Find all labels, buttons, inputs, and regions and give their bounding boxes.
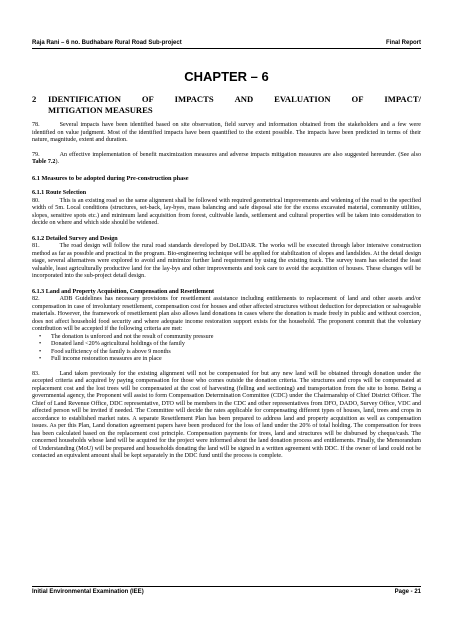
heading-6-1-2: 6.1.2 Detailed Survey and Design — [32, 235, 118, 242]
footer-document-title: Initial Environmental Examination (IEE) — [32, 589, 144, 595]
section-number: 2 — [32, 94, 37, 104]
paragraph-81: 81. The road design will follow the rural road standards developed by DoLIDAR. The works will be executed through labor intensive construction method as far as possible and practical in the program. Bio-engineering technique will be applied for stabilization of slopes and landslides. At the detail design stage, several alternatives were explored to avoid and minimize further land requirement by using the existing track. The survey team has selected the least valuable, least agriculturally productive land for the lay-bys and other improvements and took care to avoid the acquisition of houses. These changes will be incorporated into the sub-project detail design. — [32, 243, 421, 279]
list-item: • The donation is unforced and not the result of community pressure — [39, 334, 421, 342]
section-heading — [32, 94, 421, 115]
paragraph-79: 79. An effective implementation of benefit maximization measures and adverse impacts mitigation measures are also suggested hereunder. (See also Table 7.2). — [32, 151, 421, 165]
paragraph-78: 78. Several impacts have been identified based on site observation, field survey and information obtained from the stakeholders and a few were identified on value judgment. Most of the identified impacts have been quantified to the extent possible. The impacts have been predicted in terms of their nature, magnitude, extent and duration. — [32, 122, 421, 143]
header-project-title: Raja Rani – 6 no. Budhabare Rural Road Sub-project — [32, 40, 182, 46]
running-header — [32, 40, 421, 49]
heading-6-1-3: 6.1.3 Land and Property Acquisition, Compensation and Resettlement — [32, 288, 215, 295]
section-title-line1: IDENTIFICATION OF IMPACTS AND EVALUATION OF IMPACT/ — [48, 94, 421, 104]
paragraph-83: 83. Land taken previously for the existing alignment will not be compensated for but any new land will be obtained through donation under the accepted criteria and acquired by paying compensation for those who comes outside the donation criteria. The structures and crops will be compensated at replacement cost and the lost trees will be compensated at the cost of harvesting (felling and sectioning) and transportation from the site to home. Being a governmental agency, the Proponent will assist to form Compensation Determination Committee (CDC) under the Chairmanship of Chief District Officer. The Chief of Land Revenue Office, DDC representative, DTO will be members in the CDC and other representatives from DFO, DADO, Survey Office, VDC and affected person will be invited if needed. The Committee will decide the rates applicable for compensating different types of houses, land, trees and crops in accordance to established market rates. A separate Resettlement Plan has been prepared to address land and property acquisition as well as compensation issues. As per this Plan, Land donation agreement papers have been produced for the loss of land under the 20% of total holding. The compensation for trees has been calculated based on the replacement cost principle. Compensation payments for trees, land and structures will be disbursed by cheque/cash. The concerned households whose land will be acquired for the project were informed about the land donation process and entitlements. Finally, the Memorandum of Understanding (MoU) will be prepared and households donating the land will be signed in a written agreement with DDC. If the owner of land could not be contacted an equivalent amount shall be kept separately in the DDC fund until the process is complete. — [32, 370, 421, 459]
page-number: Page - 21 — [394, 589, 421, 595]
heading-6-1: 6.1 Measures to be adopted during Pre-construction phase — [32, 174, 189, 182]
chapter-title: CHAPTER – 6 — [184, 69, 269, 84]
criteria-list — [32, 334, 421, 364]
table-reference: Table 7.2 — [32, 159, 56, 165]
section-title-line2: MITIGATION MEASURES — [48, 104, 153, 115]
list-item: • Food sufficiency of the family is above 9 months — [39, 349, 421, 357]
paragraph-80: 80. This is an existing road so the same alignment shall be followed with required geometrical improvements and widening of the road to the specified width of 5m. Local conditions (structures, set-back, lay-byes, mass balancing and safe disposal site for the excess excavated material, community utilities, slopes, sensitive spots etc.) and minimum land acquisition from forest, cultivable lands, settlement and cultural properties will be taken into consideration to decide on where and which side should be widened. — [32, 197, 421, 226]
paragraph-82: 82. ADB Guidelines has necessary provisions for resettlement assistance including entitlements to replacement of land and other assets and/or compensation in case of involuntary resettlement, compensation cost for houses and other affected structures without deduction for depreciation or salvageable materials. However, the framework of resettlement plan also allows land donations in cases where the donation is made freely in public and without coercion, does not affect household food security and where adequate income restoration support exists for the household. The proponent commit that the voluntary contribution will be accepted if the following criteria are met: — [32, 296, 421, 332]
running-footer — [32, 586, 421, 595]
list-item: • Donated land <20% agricultural holdings of the family — [39, 341, 421, 349]
list-item: • Full income restoration measures are in place — [39, 356, 421, 364]
header-report-type: Final Report — [385, 40, 421, 46]
page — [32, 40, 421, 461]
heading-6-1-1: 6.1.1 Route Selection — [32, 190, 87, 196]
